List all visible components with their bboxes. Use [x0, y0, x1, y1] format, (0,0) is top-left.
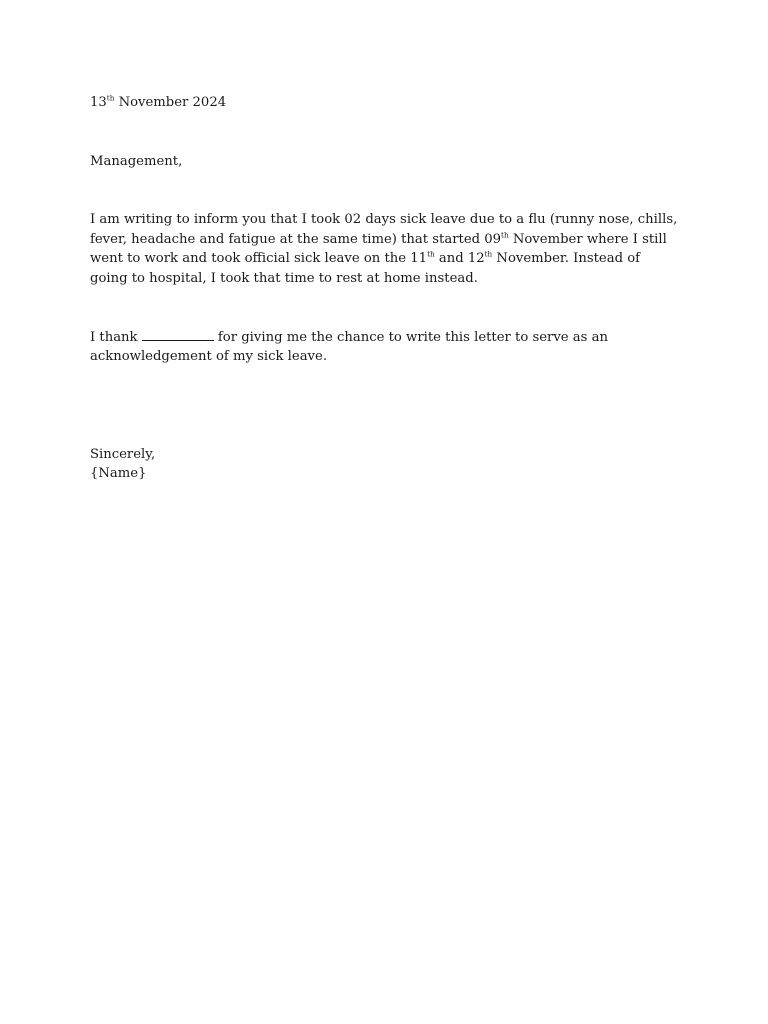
paragraph-1-sup-2: th: [427, 249, 435, 259]
date-day-suffix: th: [106, 93, 115, 103]
paragraph-2-text-1: I thank: [90, 329, 142, 345]
fill-in-blank: [142, 328, 214, 341]
signature-name: {Name}: [90, 466, 147, 482]
date-day: 13: [90, 95, 107, 110]
letter-date: [90, 93, 680, 113]
paragraph-1-text-4: November. Instead of going to hospital, I took that time to rest at home instead.: [90, 251, 641, 286]
letter-paragraph-2: [90, 328, 680, 367]
paragraph-1-sup-1: th: [501, 230, 509, 240]
letter-paragraph-1: [90, 210, 680, 288]
paragraph-2-text-2: for giving me the chance to write this letter to serve as an acknowledgement of my sick leave.: [90, 329, 608, 365]
letter-salutation: Management,: [90, 153, 183, 169]
closing-text: Sincerely,: [90, 446, 156, 462]
paragraph-1-text-2: November where I still went to work and took official sick leave on the 11: [90, 231, 667, 267]
paragraph-1-sup-3: th: [484, 249, 493, 259]
paragraph-1-text-1: I am writing to inform you that I took 02 days sick leave due to a flu (runny nose, chills, fever, headache and fatigue at the same time) that started 09: [90, 212, 678, 247]
paragraph-1-text-3: and 12: [434, 251, 485, 267]
letter-closing: [90, 445, 680, 484]
date-month-year: November 2024: [114, 95, 227, 110]
letter-body: [90, 93, 680, 484]
